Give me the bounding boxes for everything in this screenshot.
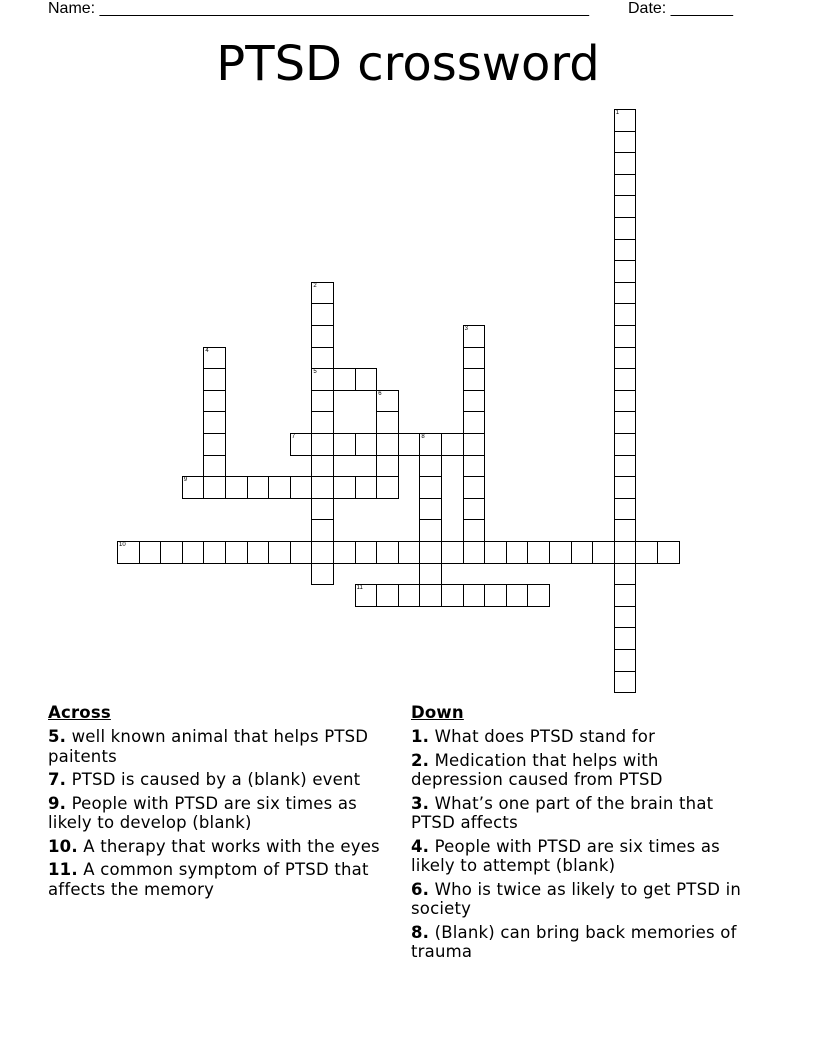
crossword-cell[interactable] xyxy=(268,476,291,499)
crossword-cell[interactable] xyxy=(441,584,464,607)
clue-text: Who is twice as likely to get PTSD in society xyxy=(411,879,742,918)
name-field-label[interactable]: Name: _______________________________________________________ xyxy=(48,0,589,17)
crossword-cell[interactable] xyxy=(463,433,486,456)
crossword-cell[interactable] xyxy=(311,390,334,413)
crossword-cell[interactable] xyxy=(268,541,291,564)
crossword-cell[interactable] xyxy=(441,433,464,456)
crossword-cell[interactable] xyxy=(290,476,313,499)
crossword-cell[interactable] xyxy=(203,411,226,434)
clue-text: People with PTSD are six times as likely to attempt (blank) xyxy=(411,836,720,875)
crossword-cell[interactable] xyxy=(614,260,637,283)
across-heading: Across xyxy=(48,703,111,722)
clue-text: well known animal that helps PTSD paitents xyxy=(48,727,369,766)
across-clue xyxy=(48,794,400,833)
crossword-cell[interactable] xyxy=(398,433,421,456)
crossword-cell[interactable] xyxy=(203,347,226,370)
crossword-cell[interactable] xyxy=(614,303,637,326)
crossword-cell[interactable] xyxy=(614,411,637,434)
crossword-cell[interactable] xyxy=(311,541,334,564)
crossword-cell[interactable] xyxy=(571,541,594,564)
down-clue xyxy=(411,923,747,962)
cell-number: 4 xyxy=(205,347,209,354)
crossword-cell[interactable] xyxy=(182,476,205,499)
crossword-cell[interactable] xyxy=(203,390,226,413)
crossword-cell[interactable] xyxy=(398,584,421,607)
crossword-cell[interactable] xyxy=(527,584,550,607)
cell-number: 3 xyxy=(464,326,468,332)
crossword-cell[interactable] xyxy=(463,390,486,413)
crossword-cell[interactable] xyxy=(419,563,442,586)
crossword-cell[interactable] xyxy=(311,282,334,305)
crossword-cell[interactable] xyxy=(614,109,637,132)
cell-number: 9 xyxy=(183,477,188,484)
crossword-cell[interactable] xyxy=(614,627,637,650)
clue-text: PTSD is caused by a (blank) event xyxy=(71,770,361,789)
clue-text: A common symptom of PTSD that affects the memory xyxy=(48,860,369,899)
crossword-cell[interactable] xyxy=(614,455,637,478)
crossword-cell[interactable] xyxy=(614,217,637,240)
crossword-cell[interactable] xyxy=(355,433,378,456)
crossword-cell[interactable] xyxy=(311,519,334,542)
crossword-cell[interactable] xyxy=(592,541,615,564)
crossword-cell[interactable] xyxy=(419,433,442,456)
crossword-cell[interactable] xyxy=(247,541,270,564)
crossword-cell[interactable] xyxy=(419,584,442,607)
crossword-cell[interactable] xyxy=(376,476,399,499)
crossword-cell[interactable] xyxy=(355,584,378,607)
crossword-cell[interactable] xyxy=(203,476,226,499)
crossword-cell[interactable] xyxy=(614,368,637,391)
clue-text: What’s one part of the brain that PTSD affects xyxy=(411,793,714,832)
down-clues xyxy=(411,703,747,966)
crossword-cell[interactable] xyxy=(311,498,334,521)
crossword-cell[interactable] xyxy=(182,541,205,564)
crossword-cell[interactable] xyxy=(614,433,637,456)
clue-text: A therapy that works with the eyes xyxy=(83,836,380,856)
across-clues xyxy=(48,703,400,903)
crossword-cell[interactable] xyxy=(311,411,334,434)
crossword-cell[interactable] xyxy=(506,541,529,564)
across-clue xyxy=(48,837,400,857)
crossword-cell[interactable] xyxy=(463,411,486,434)
crossword-cell[interactable] xyxy=(614,174,637,197)
cell-number: 2 xyxy=(313,282,317,289)
crossword-cell[interactable] xyxy=(463,541,486,564)
clue-number: 8. xyxy=(411,922,430,942)
crossword-cell[interactable] xyxy=(463,476,486,499)
crossword-cell[interactable] xyxy=(376,411,399,434)
crossword-cell[interactable] xyxy=(614,282,637,305)
crossword-cell[interactable] xyxy=(441,541,464,564)
crossword-cell[interactable] xyxy=(419,498,442,521)
crossword-cell[interactable] xyxy=(657,541,680,564)
crossword-cell[interactable] xyxy=(376,584,399,607)
crossword-cell[interactable] xyxy=(614,347,637,370)
crossword-cell[interactable] xyxy=(419,476,442,499)
crossword-cell[interactable] xyxy=(311,347,334,370)
cell-number: 1 xyxy=(615,110,620,116)
crossword-cell[interactable] xyxy=(614,671,637,694)
crossword-cell[interactable] xyxy=(463,455,486,478)
down-clue xyxy=(411,794,747,833)
crossword-cell[interactable] xyxy=(355,476,378,499)
crossword-cell[interactable] xyxy=(463,498,486,521)
crossword-cell[interactable] xyxy=(160,541,183,564)
cell-number: 5 xyxy=(313,369,317,376)
crossword-cell[interactable] xyxy=(311,476,334,499)
crossword-cell[interactable] xyxy=(225,541,248,564)
crossword-cell[interactable] xyxy=(463,519,486,542)
crossword-cell[interactable] xyxy=(549,541,572,564)
across-clue xyxy=(48,727,400,766)
clue-number: 2. xyxy=(411,750,430,770)
crossword-cell[interactable] xyxy=(398,541,421,564)
crossword-cell[interactable] xyxy=(419,541,442,564)
clue-number: 3. xyxy=(411,793,430,813)
cell-number: 10 xyxy=(119,542,126,548)
crossword-cell[interactable] xyxy=(311,455,334,478)
crossword-cell[interactable] xyxy=(376,433,399,456)
clue-text: What does PTSD stand for xyxy=(434,727,656,746)
crossword-cell[interactable] xyxy=(614,239,637,262)
crossword-cell[interactable] xyxy=(614,152,637,175)
crossword-cell[interactable] xyxy=(463,325,486,348)
crossword-cell[interactable] xyxy=(203,368,226,391)
down-clue xyxy=(411,837,747,876)
crossword-cell[interactable] xyxy=(614,131,637,154)
crossword-cell[interactable] xyxy=(463,584,486,607)
crossword-cell[interactable] xyxy=(333,368,356,391)
crossword-cell[interactable] xyxy=(333,541,356,564)
crossword-cell[interactable] xyxy=(139,541,162,564)
across-clue xyxy=(48,770,400,790)
clue-number: 9. xyxy=(48,793,67,813)
clue-number: 4. xyxy=(411,836,430,856)
crossword-cell[interactable] xyxy=(614,390,637,413)
cell-number: 8 xyxy=(421,434,425,440)
across-clue xyxy=(48,860,400,899)
cell-number: 11 xyxy=(356,585,363,592)
crossword-cell[interactable] xyxy=(614,563,637,586)
crossword-cell[interactable] xyxy=(311,368,334,391)
crossword-cell[interactable] xyxy=(419,455,442,478)
crossword-cell[interactable] xyxy=(506,584,529,607)
crossword-cell[interactable] xyxy=(311,303,334,326)
crossword-cell[interactable] xyxy=(614,498,637,521)
down-clue xyxy=(411,880,747,919)
crossword-cell[interactable] xyxy=(290,433,313,456)
crossword-cell[interactable] xyxy=(614,519,637,542)
crossword-cell[interactable] xyxy=(484,541,507,564)
cell-number: 7 xyxy=(291,434,296,440)
crossword-cell[interactable] xyxy=(311,325,334,348)
clue-number: 7. xyxy=(48,770,67,789)
crossword-cell[interactable] xyxy=(463,368,486,391)
date-field-label[interactable]: Date: _______ xyxy=(628,0,733,17)
clue-text: Medication that helps with depression caused from PTSD xyxy=(411,750,663,789)
page-title: PTSD crossword xyxy=(216,36,600,92)
crossword-cell[interactable] xyxy=(635,541,658,564)
crossword-cell[interactable] xyxy=(614,584,637,607)
cell-number: 6 xyxy=(378,390,382,397)
crossword-cell[interactable] xyxy=(203,455,226,478)
crossword-cell[interactable] xyxy=(376,541,399,564)
crossword-cell[interactable] xyxy=(117,541,140,564)
crossword-cell[interactable] xyxy=(614,476,637,499)
crossword-cell[interactable] xyxy=(333,433,356,456)
crossword-cell[interactable] xyxy=(614,606,637,629)
crossword-cell[interactable] xyxy=(203,433,226,456)
crossword-cell[interactable] xyxy=(290,541,313,564)
crossword-cell[interactable] xyxy=(311,563,334,586)
crossword-cell[interactable] xyxy=(614,541,637,564)
crossword-cell[interactable] xyxy=(203,541,226,564)
clue-text: People with PTSD are six times as likely to develop (blank) xyxy=(48,793,357,832)
crossword-cell[interactable] xyxy=(463,347,486,370)
down-clue xyxy=(411,727,747,747)
crossword-cell[interactable] xyxy=(355,368,378,391)
down-clue xyxy=(411,751,747,790)
crossword-cell[interactable] xyxy=(311,433,334,456)
crossword-cell[interactable] xyxy=(333,476,356,499)
crossword-cell[interactable] xyxy=(376,455,399,478)
crossword-cell[interactable] xyxy=(484,584,507,607)
down-heading: Down xyxy=(411,703,464,722)
clue-number: 11. xyxy=(48,860,78,879)
clue-text: (Blank) can bring back memories of trauma xyxy=(411,922,737,961)
clue-number: 1. xyxy=(411,727,430,746)
crossword-cell[interactable] xyxy=(527,541,550,564)
crossword-cell[interactable] xyxy=(376,390,399,413)
crossword-cell[interactable] xyxy=(614,325,637,348)
crossword-cell[interactable] xyxy=(614,195,637,218)
crossword-cell[interactable] xyxy=(614,649,637,672)
crossword-cell[interactable] xyxy=(355,541,378,564)
crossword-cell[interactable] xyxy=(225,476,248,499)
crossword-cell[interactable] xyxy=(247,476,270,499)
clue-number: 5. xyxy=(48,727,67,746)
crossword-cell[interactable] xyxy=(419,519,442,542)
clue-number: 10. xyxy=(48,836,78,856)
clue-number: 6. xyxy=(411,879,430,899)
